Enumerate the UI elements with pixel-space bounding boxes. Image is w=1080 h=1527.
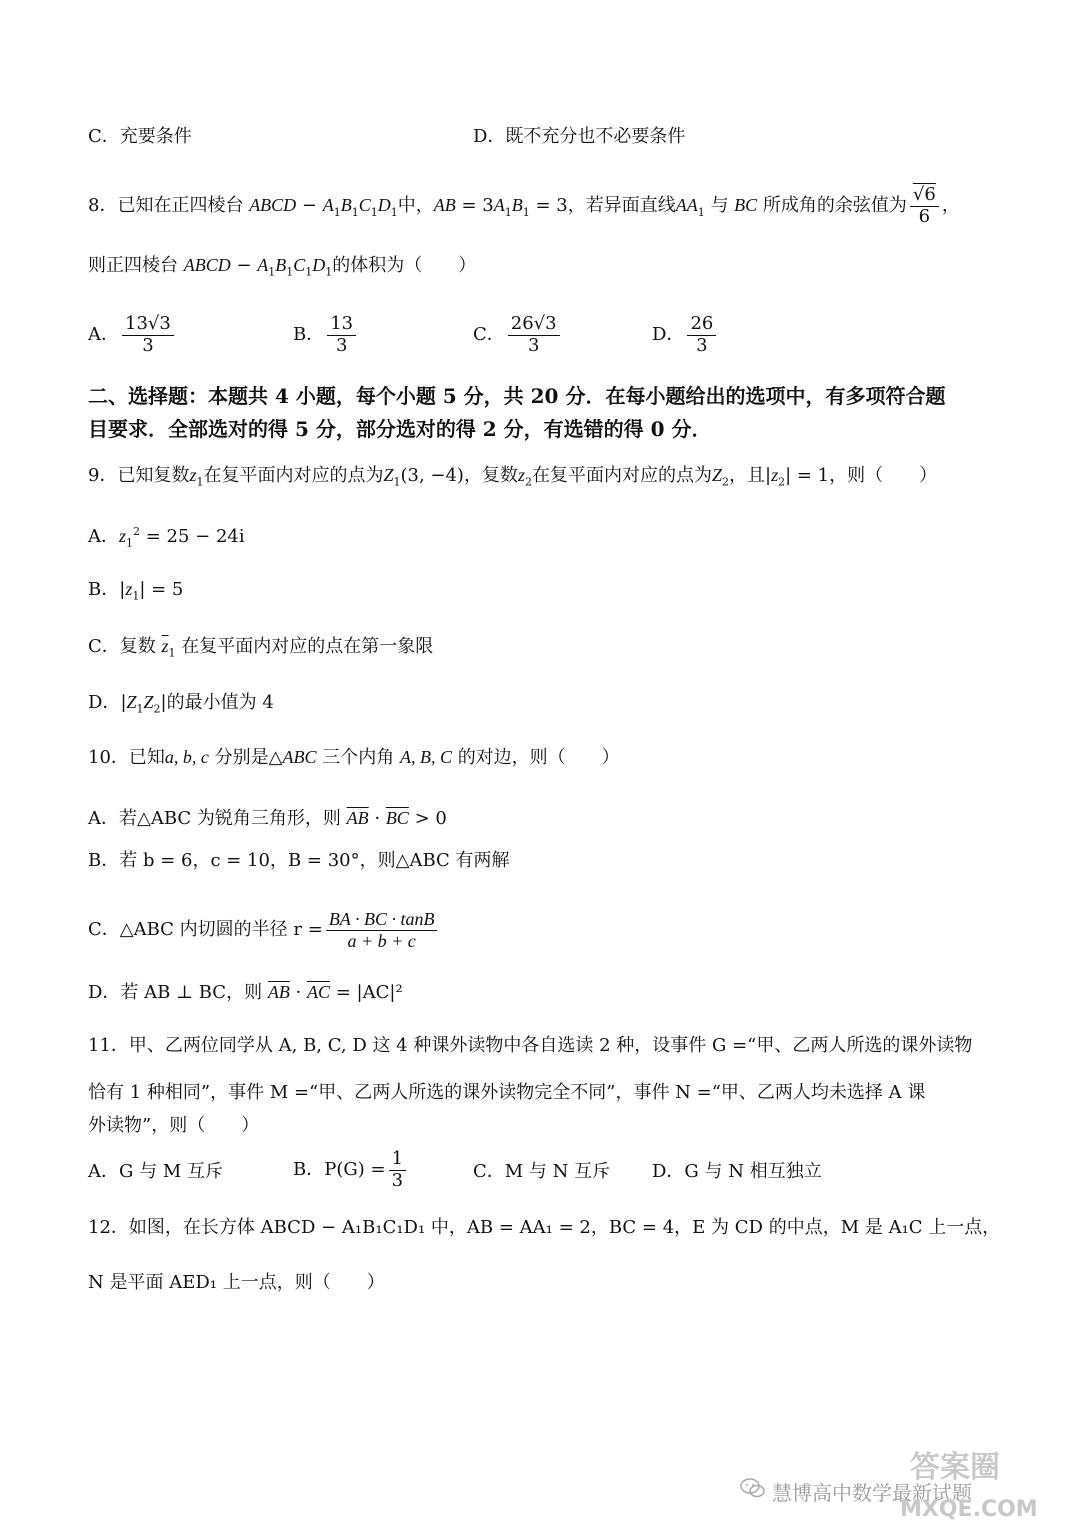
q8-stem-line1: 8．已知在正四棱台 ABCD − $A_1B_1C_1D_1$中，AB = $3A_1B_1 = 3$，若异面直线$AA_1$ 与 BC 所成角的余弦值为 $\frac{√6}{6}$ ， [88, 184, 960, 227]
q8-option-c: C． $\frac{26√3}{3}$ [473, 314, 563, 356]
q12-stem-line1: 12．如图，在长方体 ABCD − A₁B₁C₁D₁ 中，AB = AA₁ = 2，BC = 4，E 为 CD 的中点，M 是 A₁C 上一点， [88, 1217, 1001, 1238]
q9-option-a: A．$z_1^2 = 25 - 24i$ [88, 525, 245, 550]
q8-stem-line2: 则正四棱台 ABCD − $A_1B_1C_1D_1$的体积为（ ） [88, 255, 477, 279]
q11-option-a: A．G 与 M 互斥 [88, 1161, 223, 1182]
q11-stem-line2: 恰有 1 种相同”，事件 M =“甲、乙两人所选的课外读物完全不同”，事件 N =“甲、乙两人均未选择 A 课 [88, 1082, 926, 1103]
watermark-logo: 答案圈 [910, 1450, 1000, 1485]
q8-option-b: B． $\frac{13}{3}$ [293, 314, 359, 356]
q8-option-a: A． $\frac{13√3}{3}$ [88, 314, 177, 356]
wechat-icon [740, 1478, 766, 1498]
q11-option-b: B．P(G) = $\frac{1}{3}$ [293, 1149, 409, 1191]
q10-option-b: B．若 b = 6，c = 10，B = 30°，则△ABC 有两解 [88, 850, 510, 871]
q12-stem-line2: N 是平面 AED₁ 上一点，则（ ） [88, 1272, 385, 1293]
watermark-text: 慧博高中数学最新试题 [772, 1481, 972, 1505]
q9-option-c: C．复数 $\overline{z}_1$ 在复平面内对应的点在第一象限 [88, 636, 434, 660]
section2-heading-line2: 目要求．全部选对的得 5 分，部分选对的得 2 分，有选错的得 0 分． [88, 417, 712, 441]
q10-option-d: D．若 AB ⊥ BC，则 $\overline{AB} \cdot \overline{AC} = |AC|^2$ [88, 982, 403, 1003]
q9-option-b: B．$|z_1| = 5$ [88, 579, 184, 603]
q7-option-c: C．充要条件 [88, 126, 192, 147]
q8-option-d: D． $\frac{26}{3}$ [652, 314, 719, 356]
q11-option-d: D．G 与 N 相互独立 [652, 1161, 822, 1182]
q9-option-d: D．$|Z_1Z_2|$的最小值为 4 [88, 692, 274, 716]
q10-stem: 10．已知a, b, c 分别是△ABC 三个内角 A, B, C 的对边，则（ ） [88, 747, 620, 768]
q11-option-c: C．M 与 N 互斥 [473, 1161, 611, 1182]
q11-stem-line3: 外读物”，则（ ） [88, 1115, 260, 1136]
q9-stem: 9．已知复数$z_1$在复平面内对应的点为$Z_1(3$, −4)，复数$z_2$在复平面内对应的点为$Z_2$，且$|z_2| = 1$，则（ ） [88, 465, 938, 489]
section2-heading-line1: 二、选择题：本题共 4 小题，每个小题 5 分，共 20 分．在每小题给出的选项中，有多项符合题 [88, 384, 946, 408]
watermark-site: MXQE.COM [900, 1497, 1038, 1522]
q11-stem-line1: 11．甲、乙两位同学从 A, B, C, D 这 4 种课外读物中各自选读 2 种，设事件 G =“甲、乙两人所选的课外读物 [88, 1035, 973, 1056]
q10-option-c: C．△ABC 内切圆的半径 r = $\frac{BA \cdot BC \cdot \tan B}{a + b + c}$ [88, 909, 440, 951]
q7-option-d: D．既不充分也不必要条件 [473, 126, 686, 147]
q10-option-a: A．若△ABC 为锐角三角形，则 $\overline{AB} \cdot \overline{BC} > 0$ [88, 808, 447, 829]
cosine-fraction: $\frac{√6}{6}$ [910, 185, 939, 227]
